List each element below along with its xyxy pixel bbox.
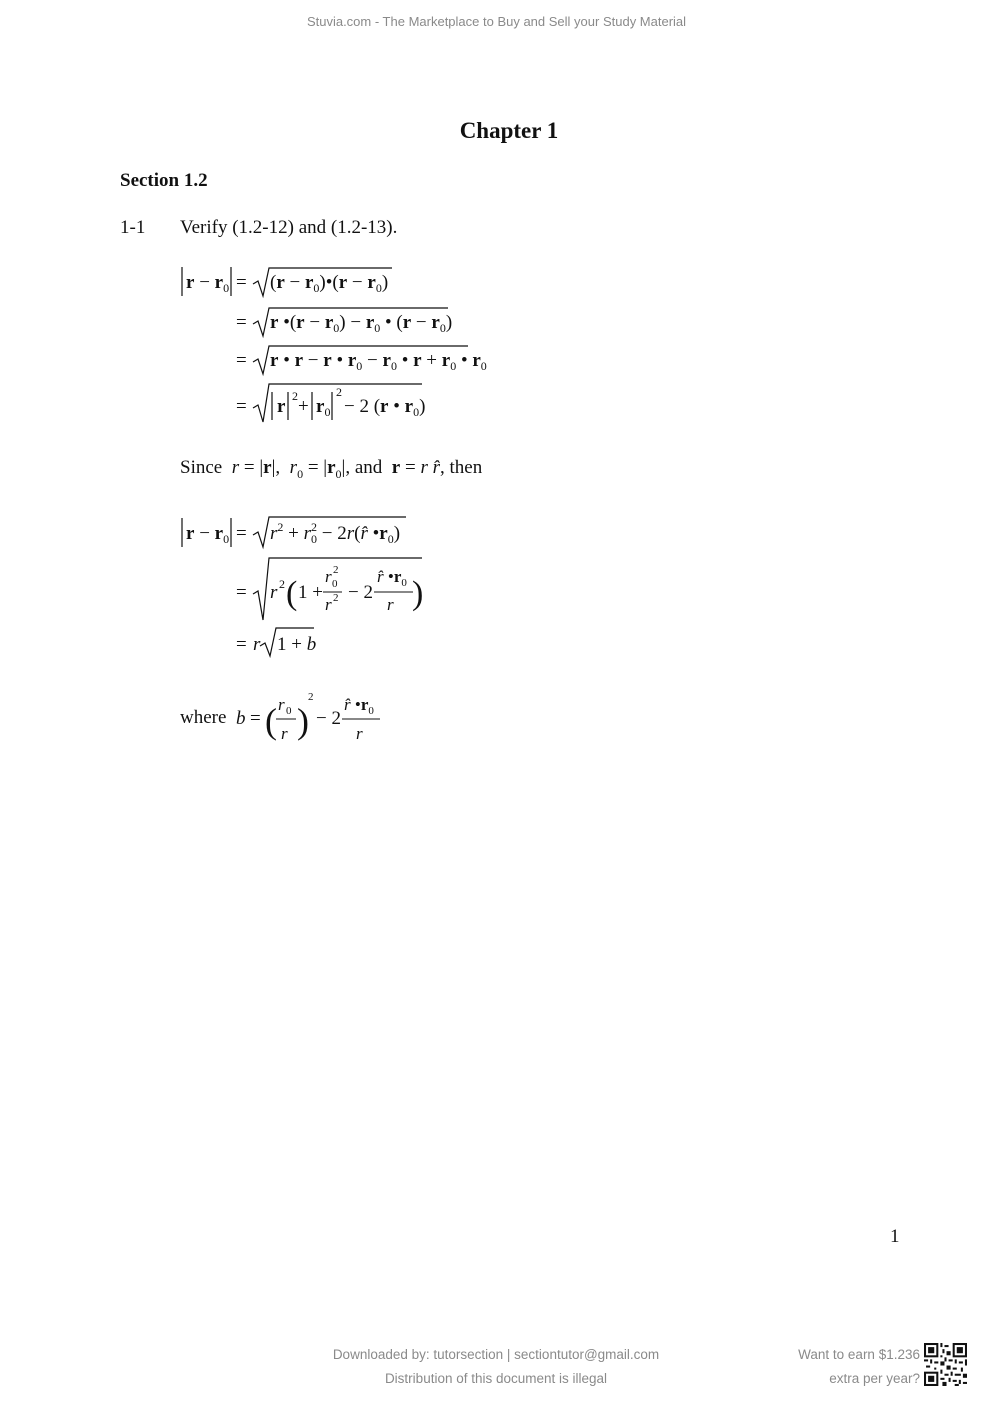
section-title: Section 1.2 [120,170,208,191]
svg-text:(: ( [265,701,277,741]
svg-text:(r − r0)•(r − r0): $(r - r_0)•(r - r_0)$ [270,272,389,295]
since-label: Since [180,457,223,478]
svg-text:2: 2 [336,385,342,399]
svg-text:=: = [250,708,261,729]
then-text: , then [439,457,483,478]
svg-text:− 2: − 2 [348,582,373,603]
svg-text:2: 2 [279,577,285,591]
svg-text:r̂ •r0: r̂ $•r_0$ [344,695,374,717]
qr-code-icon[interactable] [924,1343,967,1386]
svg-text:=: = [236,634,247,655]
svg-text:=: = [236,350,247,371]
svg-text:2: 2 [308,691,314,703]
where-equation [232,686,392,750]
earn-promo-line1[interactable]: Want to earn $1.236 [798,1347,920,1362]
since-line: Since r = |r|, $r_0 = |r_0|$, and r = r r̂, then [180,457,483,481]
downloaded-by-text: Downloaded by: tutorsection | sectiontutor@gmail.com [332,1347,660,1362]
svg-text:=: = [236,312,247,333]
page-number: 1 [890,1226,900,1247]
svg-text:− 2 (r • r0): − 2 (r • $r_0$) [344,396,426,419]
svg-text:2: 2 [292,389,298,403]
distribution-notice: Distribution of this document is illegal [384,1371,608,1386]
svg-text:r: r [270,582,278,603]
svg-text:r2 + r20 − 2r(r̂ •r0): $r^2 + r^2$ 0 − 2r(r̂ $•r_0$) [270,520,401,546]
svg-text:2: 2 [333,592,339,604]
svg-text:− 2: − 2 [316,708,341,729]
equation-block-1 [170,262,490,427]
svg-text:=: = [236,582,247,603]
problem-number: 1-1 [120,217,146,238]
svg-text:r: r [325,595,332,614]
svg-text:1 + b: 1 + b [277,634,317,655]
svg-text:r − r0: $r - r_0$ [186,523,230,546]
svg-text:r: r [356,724,363,743]
and-text: , and [345,457,383,478]
svg-text:r: r [253,634,261,655]
svg-text:1 +: 1 + [298,582,323,603]
svg-text:r: r [325,567,332,586]
svg-text:=: = [236,272,247,293]
chapter-title: Chapter 1 [459,118,559,143]
svg-text:+: + [298,396,309,417]
svg-text:(: ( [286,575,298,612]
svg-text:r − r0: $r - r_0$ [186,272,230,295]
svg-text:r •(r − r0) − r0 • (r − r0): r •(r − $r_0) - r_0$ • $(r - r_0)$ [270,312,453,335]
svg-text:=: = [236,396,247,417]
svg-text:r: r [281,724,288,743]
svg-text:r: r [278,695,285,714]
svg-text:=: = [236,523,247,544]
where-label: where [180,707,227,728]
equation-block-2 [170,510,450,660]
stuvia-header: Stuvia.com - The Marketplace to Buy and Sell your Study Material [306,14,687,29]
svg-text:0: 0 [286,705,292,717]
problem-statement: Verify (1.2-12) and (1.2-13). [180,217,398,238]
svg-text:r: r [387,595,394,614]
comma-text: , [275,457,281,478]
svg-text:0: 0 [332,578,338,590]
svg-text:r: r [277,396,286,417]
svg-text:): ) [297,701,309,741]
svg-text:): ) [412,575,424,612]
svg-text:2: 2 [333,564,339,576]
svg-text:r0: $r_0$ [316,396,331,419]
svg-text:b: b [236,708,246,729]
earn-promo-line2[interactable]: extra per year? [829,1371,920,1386]
svg-text:r • r − r • r0 − r0 • r + r0 •: r • r − r • $r_0 - r_0$ • $r + r_0$ • $r_0$ [270,350,487,373]
svg-text:r̂ •r0: r̂ $•r_0$ [377,567,407,589]
